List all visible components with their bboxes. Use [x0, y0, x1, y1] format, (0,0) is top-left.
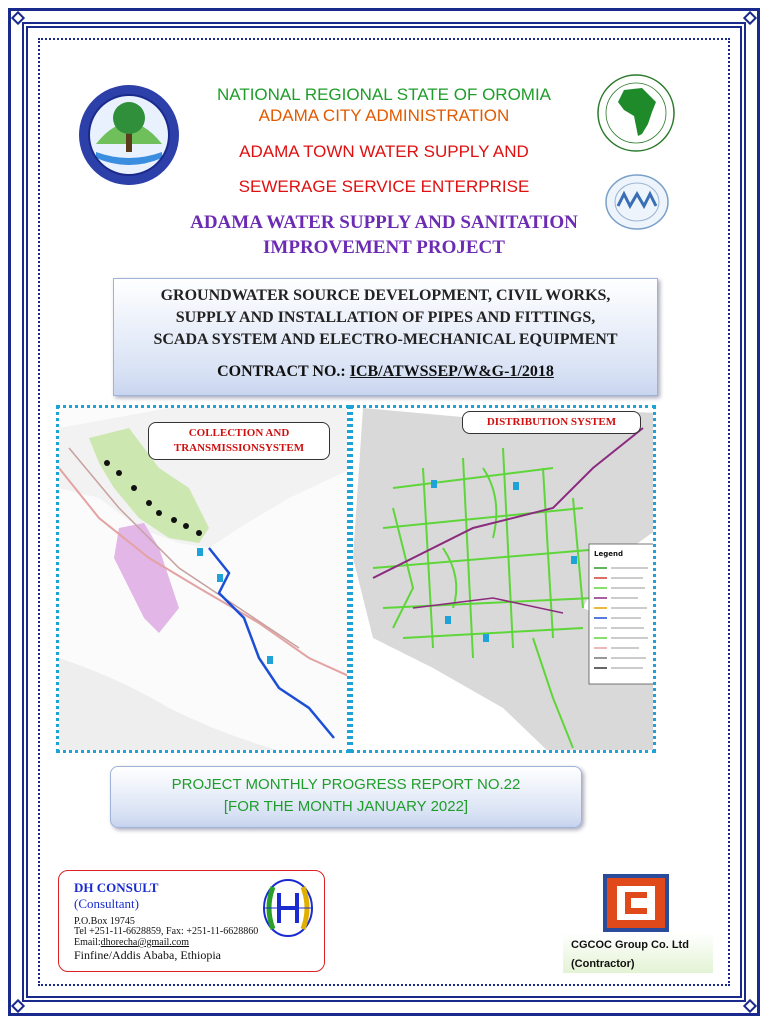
- distribution-reservoir-2: [513, 482, 519, 490]
- distribution-reservoir-4: [445, 616, 451, 624]
- city-administration-title: ADAMA CITY ADMINISTRATION: [258, 106, 510, 125]
- reservoir-marker-1: [217, 574, 223, 582]
- distribution-system-map: [350, 405, 656, 753]
- report-period: [FOR THE MONTH JANUARY 2022]: [223, 798, 469, 815]
- contract-number: [114, 363, 657, 381]
- map-legend-title: Legend: [594, 550, 623, 558]
- enterprise-title-line2: SEWERAGE SERVICE ENTERPRISE: [238, 177, 530, 196]
- consultant-phone-fax: Tel +251-11-6628859, Fax: +251-11-6628860: [74, 926, 259, 937]
- enterprise-title-line1: ADAMA TOWN WATER SUPPLY AND: [239, 142, 529, 161]
- distribution-reservoir-3: [571, 556, 577, 564]
- consultant-email-line: [74, 937, 189, 948]
- consultant-email-label: Email:: [74, 937, 101, 948]
- contract-number-value: ICB/ATWSSEP/W&G-1/2018: [349, 363, 554, 380]
- collection-map-label: [148, 422, 330, 460]
- contract-scope-line2: SUPPLY AND INSTALLATION OF PIPES AND FITTINGS,: [175, 309, 596, 326]
- consultant-info-box: [58, 870, 325, 972]
- project-title-line2: IMPROVEMENT PROJECT: [263, 237, 505, 258]
- project-title: [0, 210, 768, 260]
- reservoir-marker-2: [267, 656, 273, 664]
- contract-scope-line1: GROUNDWATER SOURCE DEVELOPMENT, CIVIL WORKS,: [160, 287, 611, 304]
- map-legend: [589, 544, 655, 684]
- consultant-address: Finfine/Addis Ababa, Ethiopia: [74, 948, 221, 962]
- consultant-pobox: P.O.Box 19745: [74, 916, 135, 927]
- dh-consult-logo: [259, 875, 317, 941]
- contractor-info-box: [563, 933, 713, 973]
- consultant-role: (Consultant): [74, 896, 139, 911]
- consultant-name: DH CONSULT: [74, 880, 159, 895]
- contract-title-box: [113, 278, 658, 396]
- distribution-map-label: DISTRIBUTION SYSTEM: [462, 411, 641, 434]
- cgcoc-contractor-logo: [603, 874, 669, 932]
- contract-scope-line3: SCADA SYSTEM AND ELECTRO-MECHANICAL EQUIPMENT: [153, 331, 618, 348]
- report-number: PROJECT MONTHLY PROGRESS REPORT NO.22: [171, 776, 521, 793]
- distribution-reservoir-1: [431, 480, 437, 488]
- collection-map-label-line2: TRANSMISSIONSYSTEM: [173, 442, 305, 454]
- distribution-map-graphic: [353, 408, 656, 753]
- contractor-name: CGCOC Group Co. Ltd: [571, 939, 689, 951]
- project-maps: [56, 405, 656, 753]
- project-title-line1: ADAMA WATER SUPPLY AND SANITATION: [190, 212, 578, 233]
- report-title-box: [110, 766, 582, 828]
- region-title: NATIONAL REGIONAL STATE OF OROMIA: [216, 85, 552, 104]
- contractor-role: (Contractor): [571, 958, 635, 970]
- distribution-reservoir-5: [483, 634, 489, 642]
- consultant-email-link[interactable]: dhorecha@gmail.com: [100, 937, 190, 948]
- contract-number-label: CONTRACT NO.:: [217, 363, 350, 380]
- reservoir-marker-3: [197, 548, 203, 556]
- collection-map-label-line1: COLLECTION AND: [188, 427, 290, 439]
